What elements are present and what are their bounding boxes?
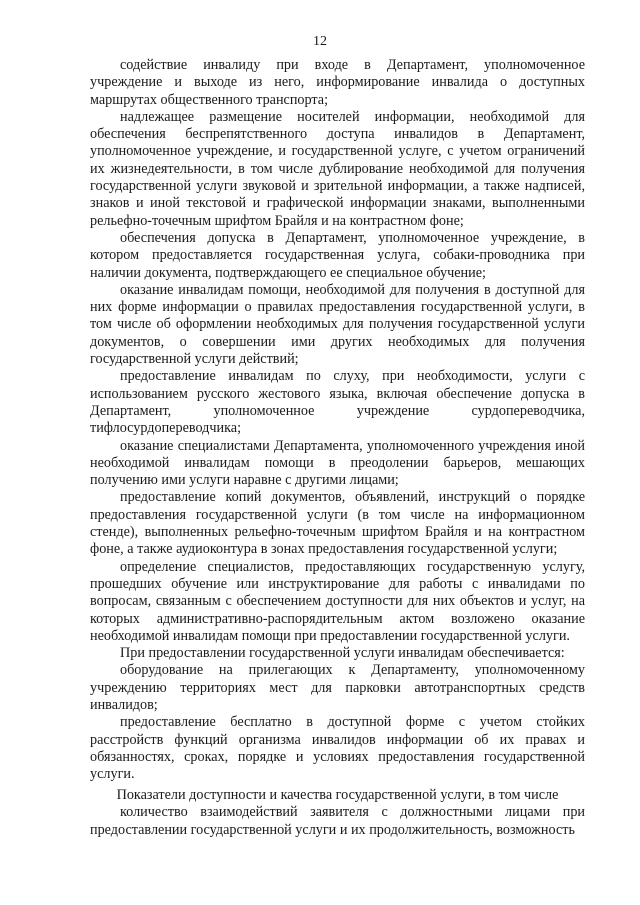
body-text <box>90 57 585 783</box>
paragraph: предоставление копий документов, объявлений, инструкций о порядке предоставления государственной услуги (в том числе на информационном стенде), выполненных рельефно-точечным шрифтом Брайля и на контрастном фоне, а также аудиоконтура в зонах предоставления государственной услуги; <box>90 489 585 558</box>
paragraph: оказание инвалидам помощи, необходимой для получения в доступной для них форме информации о правилах предоставления государственной услуги, в том числе об оформлении необходимых для получения государственной услуги документов, о совершении ими других необходимых для получения государственной услуги действий; <box>90 281 585 368</box>
paragraph: содействие инвалиду при входе в Департамент, уполномоченное учреждение и выходе из него, информирование инвалида о доступных маршрутах общественного транспорта; <box>90 57 585 108</box>
paragraph: определение специалистов, предоставляющих государственную услугу, прошедших обучение или инструктирование для работы с инвалидами по вопросам, связанным с обеспечением доступности для них объектов и услуг, на которых административно-распорядительным актом возложено оказание необходимой инвалидам помощи при предоставлении государственной услуги. <box>90 558 585 644</box>
page-number: 12 <box>313 34 327 49</box>
section-heading: Показатели доступности и качества государственной услуги, в том числе <box>116 787 559 803</box>
section-block <box>90 787 585 839</box>
paragraph: надлежащее размещение носителей информации, необходимой для обеспечения беспрепятственного доступа инвалидов в Департамент, уполномоченное учреждение, и государственной услуге, с учетом ограничений их жизнедеятельности, в том числе дублирование необходимой для получения государственной услуги звуковой и зрительной информации, а также надписей, знаков и иной текстовой и графической информации знаками, выполненными рельефно-точечным шрифтом Брайля и на контрастном фоне; <box>90 108 585 229</box>
paragraph: оборудование на прилегающих к Департаменту, уполномоченному учреждению территориях мест для парковки автотранспортных средств инвалидов; <box>90 662 585 713</box>
paragraph: оказание специалистами Департамента, уполномоченного учреждения иной необходимой инвалидам помощи в преодолении барьеров, мешающих получению ими услуги наравне с другими лицами; <box>90 437 585 489</box>
paragraph: предоставление бесплатно в доступной форме с учетом стойких расстройств функций организма инвалидов информации об их правах и обязанностях, сроках, порядке и условиях предоставления государственной услуги. <box>90 714 585 783</box>
paragraph: обеспечения допуска в Департамент, уполномоченное учреждение, в котором предоставляется государственная услуга, собаки-проводника при наличии документа, подтверждающего ее специальное обучение; <box>90 229 585 281</box>
section-text: количество взаимодействий заявителя с должностными лицами при предоставлении государственной услуги и их продолжительность, возможность <box>90 804 585 838</box>
paragraph: При предоставлении государственной услуги инвалидам обеспечивается: <box>120 645 565 662</box>
paragraph: предоставление инвалидам по слуху, при необходимости, услуги с использованием русского жестового языка, включая обеспечение допуска в Департамент, уполномоченное учреждение сурдопереводчика, тифлосурдопереводчика; <box>90 368 585 437</box>
